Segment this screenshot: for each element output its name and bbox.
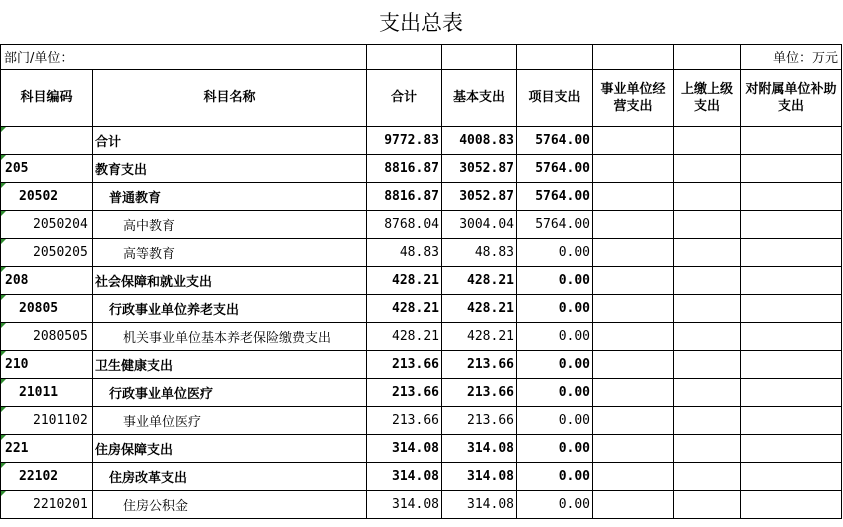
table-row [1, 406, 842, 434]
project-cell[interactable]: 0.00 [517, 434, 593, 462]
basic-cell[interactable]: 3052.87 [442, 182, 517, 210]
column-header: 项目支出 [517, 69, 593, 126]
column-header: 上缴上级支出 [674, 69, 741, 126]
column-header: 科目名称 [93, 69, 367, 126]
project-cell[interactable]: 0.00 [517, 266, 593, 294]
project-cell[interactable]: 0.00 [517, 294, 593, 322]
subsidy-cell[interactable] [741, 434, 842, 462]
basic-cell[interactable]: 3004.04 [442, 210, 517, 238]
table-row [1, 322, 842, 350]
total-cell[interactable]: 314.08 [367, 462, 442, 490]
table-row [1, 266, 842, 294]
table-row [1, 490, 842, 518]
page-title: 支出总表 [1, 0, 842, 44]
subsidy-cell[interactable] [741, 378, 842, 406]
project-cell[interactable]: 0.00 [517, 378, 593, 406]
operating-cell[interactable] [593, 294, 674, 322]
dept-label: 部门/单位： [1, 44, 367, 69]
table-row [1, 434, 842, 462]
subsidy-cell[interactable] [741, 490, 842, 518]
code-cell[interactable]: 2080505 [1, 322, 93, 350]
upper-cell[interactable] [674, 294, 741, 322]
basic-cell[interactable]: 4008.83 [442, 126, 517, 154]
cell-marker-icon [1, 155, 6, 160]
name-cell[interactable]: 高中教育 [93, 210, 367, 238]
upper-cell[interactable] [674, 126, 741, 154]
subsidy-cell[interactable] [741, 350, 842, 378]
cell-marker-icon [1, 491, 6, 496]
upper-cell[interactable] [674, 322, 741, 350]
upper-cell[interactable] [674, 406, 741, 434]
upper-cell[interactable] [674, 182, 741, 210]
project-cell[interactable]: 5764.00 [517, 126, 593, 154]
upper-cell[interactable] [674, 462, 741, 490]
subsidy-cell[interactable] [741, 462, 842, 490]
total-cell[interactable]: 213.66 [367, 406, 442, 434]
cell-marker-icon [1, 295, 6, 300]
total-cell[interactable]: 8816.87 [367, 154, 442, 182]
operating-cell[interactable] [593, 322, 674, 350]
column-header: 对附属单位补助支出 [741, 69, 842, 126]
operating-cell[interactable] [593, 378, 674, 406]
basic-cell[interactable]: 428.21 [442, 266, 517, 294]
code-cell[interactable]: 210 [1, 350, 93, 378]
meta-cell[interactable] [442, 44, 517, 69]
cell-marker-icon [1, 267, 6, 272]
name-cell[interactable]: 住房保障支出 [93, 434, 367, 462]
operating-cell[interactable] [593, 266, 674, 294]
operating-cell[interactable] [593, 406, 674, 434]
project-cell[interactable]: 5764.00 [517, 154, 593, 182]
project-cell[interactable]: 0.00 [517, 238, 593, 266]
upper-cell[interactable] [674, 350, 741, 378]
basic-cell[interactable]: 314.08 [442, 462, 517, 490]
total-cell[interactable]: 9772.83 [367, 126, 442, 154]
cell-marker-icon [1, 323, 6, 328]
operating-cell[interactable] [593, 462, 674, 490]
cell-marker-icon [1, 211, 6, 216]
table-row [1, 210, 842, 238]
total-cell[interactable]: 8768.04 [367, 210, 442, 238]
total-cell[interactable]: 428.21 [367, 294, 442, 322]
meta-cell[interactable] [674, 44, 741, 69]
name-cell[interactable]: 行政事业单位医疗 [93, 378, 367, 406]
cell-marker-icon [1, 407, 6, 412]
upper-cell[interactable] [674, 210, 741, 238]
total-cell[interactable]: 428.21 [367, 322, 442, 350]
code-cell[interactable]: 2210201 [1, 490, 93, 518]
project-cell[interactable]: 5764.00 [517, 182, 593, 210]
subsidy-cell[interactable] [741, 266, 842, 294]
upper-cell[interactable] [674, 378, 741, 406]
total-cell[interactable]: 8816.87 [367, 182, 442, 210]
operating-cell[interactable] [593, 210, 674, 238]
name-cell[interactable]: 普通教育 [93, 182, 367, 210]
subsidy-cell[interactable] [741, 238, 842, 266]
column-header: 科目编码 [1, 69, 93, 126]
subsidy-cell[interactable] [741, 322, 842, 350]
operating-cell[interactable] [593, 154, 674, 182]
project-cell[interactable]: 0.00 [517, 490, 593, 518]
table-row [1, 182, 842, 210]
project-cell[interactable]: 0.00 [517, 406, 593, 434]
cell-marker-icon [1, 379, 6, 384]
upper-cell[interactable] [674, 434, 741, 462]
name-cell[interactable]: 教育支出 [93, 154, 367, 182]
subsidy-cell[interactable] [741, 294, 842, 322]
name-cell[interactable]: 合计 [93, 126, 367, 154]
operating-cell[interactable] [593, 434, 674, 462]
table-row [1, 462, 842, 490]
cell-marker-icon [1, 183, 6, 188]
unit-label: 单位：万元 [741, 44, 842, 69]
code-cell[interactable]: 2050204 [1, 210, 93, 238]
name-cell[interactable]: 住房改革支出 [93, 462, 367, 490]
code-cell[interactable]: 21011 [1, 378, 93, 406]
table-row [1, 126, 842, 154]
total-cell[interactable]: 213.66 [367, 378, 442, 406]
operating-cell[interactable] [593, 182, 674, 210]
project-cell[interactable]: 0.00 [517, 462, 593, 490]
basic-cell[interactable]: 428.21 [442, 294, 517, 322]
subsidy-cell[interactable] [741, 126, 842, 154]
basic-cell[interactable]: 48.83 [442, 238, 517, 266]
code-cell[interactable]: 2050205 [1, 238, 93, 266]
name-cell[interactable]: 事业单位医疗 [93, 406, 367, 434]
cell-marker-icon [1, 127, 6, 132]
table-row [1, 294, 842, 322]
total-cell[interactable]: 428.21 [367, 266, 442, 294]
name-cell[interactable]: 高等教育 [93, 238, 367, 266]
basic-cell[interactable]: 213.66 [442, 378, 517, 406]
total-cell[interactable]: 314.08 [367, 490, 442, 518]
cell-marker-icon [1, 435, 6, 440]
total-cell[interactable]: 48.83 [367, 238, 442, 266]
basic-cell[interactable]: 213.66 [442, 350, 517, 378]
name-cell[interactable]: 社会保障和就业支出 [93, 266, 367, 294]
subsidy-cell[interactable] [741, 182, 842, 210]
cell-marker-icon [1, 463, 6, 468]
table-row [1, 350, 842, 378]
project-cell[interactable]: 0.00 [517, 350, 593, 378]
basic-cell[interactable]: 314.08 [442, 490, 517, 518]
code-cell[interactable] [1, 126, 93, 154]
column-header: 基本支出 [442, 69, 517, 126]
code-cell[interactable]: 2101102 [1, 406, 93, 434]
table-row [1, 238, 842, 266]
upper-cell[interactable] [674, 490, 741, 518]
meta-cell[interactable] [367, 44, 442, 69]
header-row [1, 69, 842, 126]
cell-marker-icon [1, 351, 6, 356]
operating-cell[interactable] [593, 350, 674, 378]
code-cell[interactable]: 221 [1, 434, 93, 462]
code-cell[interactable]: 20502 [1, 182, 93, 210]
meta-cell[interactable] [517, 44, 593, 69]
subsidy-cell[interactable] [741, 406, 842, 434]
code-cell[interactable]: 22102 [1, 462, 93, 490]
table-row [1, 154, 842, 182]
operating-cell[interactable] [593, 126, 674, 154]
name-cell[interactable]: 行政事业单位养老支出 [93, 294, 367, 322]
name-cell[interactable]: 机关事业单位基本养老保险缴费支出 [93, 322, 367, 350]
meta-cell[interactable] [593, 44, 674, 69]
basic-cell[interactable]: 213.66 [442, 406, 517, 434]
operating-cell[interactable] [593, 490, 674, 518]
project-cell[interactable]: 0.00 [517, 322, 593, 350]
upper-cell[interactable] [674, 266, 741, 294]
total-cell[interactable]: 314.08 [367, 434, 442, 462]
code-cell[interactable]: 208 [1, 266, 93, 294]
total-cell[interactable]: 213.66 [367, 350, 442, 378]
subsidy-cell[interactable] [741, 210, 842, 238]
upper-cell[interactable] [674, 238, 741, 266]
basic-cell[interactable]: 3052.87 [442, 154, 517, 182]
name-cell[interactable]: 卫生健康支出 [93, 350, 367, 378]
column-header: 合计 [367, 69, 442, 126]
name-cell[interactable]: 住房公积金 [93, 490, 367, 518]
cell-marker-icon [1, 239, 6, 244]
basic-cell[interactable]: 314.08 [442, 434, 517, 462]
table-row [1, 378, 842, 406]
column-header: 事业单位经营支出 [593, 69, 674, 126]
code-cell[interactable]: 20805 [1, 294, 93, 322]
basic-cell[interactable]: 428.21 [442, 322, 517, 350]
upper-cell[interactable] [674, 154, 741, 182]
subsidy-cell[interactable] [741, 154, 842, 182]
project-cell[interactable]: 5764.00 [517, 210, 593, 238]
code-cell[interactable]: 205 [1, 154, 93, 182]
operating-cell[interactable] [593, 238, 674, 266]
